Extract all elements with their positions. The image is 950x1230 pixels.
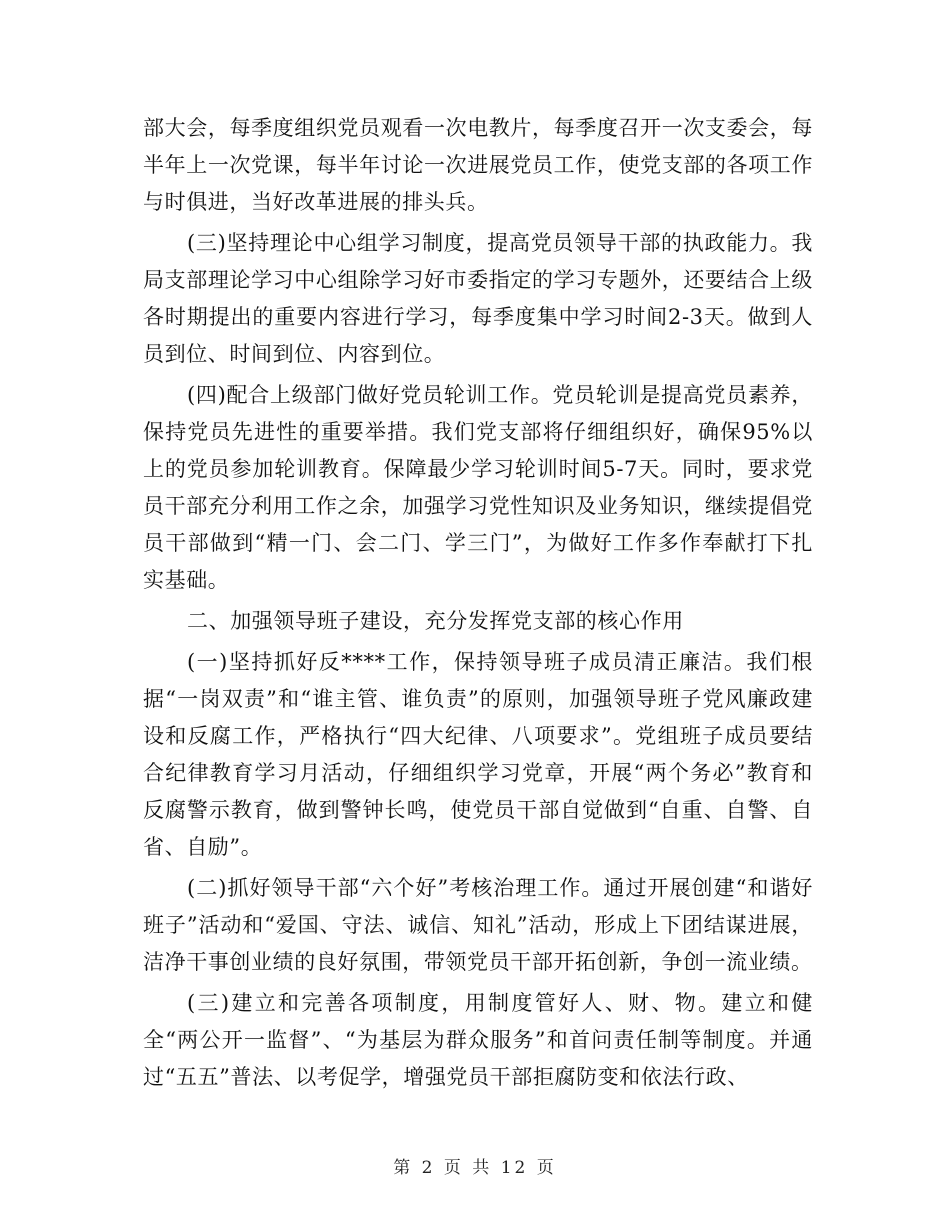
paragraph-4: (一)坚持抓好反****工作，保持领导班子成员清正廉洁。我们根据“一岗双责”和“谁主管、谁负责”的原则，加强领导班子党风廉政建设和反腐工作，严格执行“四大纪律、八项要求”。党组班子成员要结合纪律教育学习月活动，仔细组织学习党章，开展“两个务必”教育和反腐警示教育，做到警钟长鸣，使党员干部自觉做到“自重、自警、自省、自励”。 <box>143 650 813 859</box>
paragraph-6: (三)建立和完善各项制度，用制度管好人、财、物。建立和健全“两公开一监督”、“为基层为群众服务”和首问责任制等制度。并通过“五五”普法、以考促学，增强党员干部拒腐防变和依法行政、 <box>143 991 813 1089</box>
section-heading: 二、加强领导班子建设，充分发挥党支部的核心作用 <box>187 609 684 633</box>
page-number-footer: 第 2 页 共 12 页 <box>393 1158 557 1178</box>
document-body <box>143 110 813 1100</box>
paragraph-1: 部大会，每季度组织党员观看一次电教片，每季度召开一次支委会，每半年上一次党课，每半年讨论一次进展党员工作，使党支部的各项工作与时俱进，当好改革进展的排头兵。 <box>143 116 813 214</box>
paragraph-5: (二)抓好领导干部“六个好”考核治理工作。通过开展创建“和谐好班子”活动和“爱国、守法、诚信、知礼”活动，形成上下团结谋进展，洁净干事创业绩的良好氛围，带领党员干部开拓创新，争创一流业绩。 <box>143 876 813 974</box>
paragraph-2: (三)坚持理论中心组学习制度，提高党员领导干部的执政能力。我局支部理论学习中心组除学习好市委指定的学习专题外，还要结合上级各时期提出的重要内容进行学习，每季度集中学习时间2-3天。做到人员到位、时间到位、内容到位。 <box>143 231 813 366</box>
paragraph-3: (四)配合上级部门做好党员轮训工作。党员轮训是提高党员素养，保持党员先进性的重要举措。我们党支部将仔细组织好，确保95%以上的党员参加轮训教育。保障最少学习轮训时间5-7天。同时，要求党员干部充分利用工作之余，加强学习党性知识及业务知识，继续提倡党员干部做到“精一门、会二门、学三门”，为做好工作多作奉献打下扎实基础。 <box>143 383 813 592</box>
